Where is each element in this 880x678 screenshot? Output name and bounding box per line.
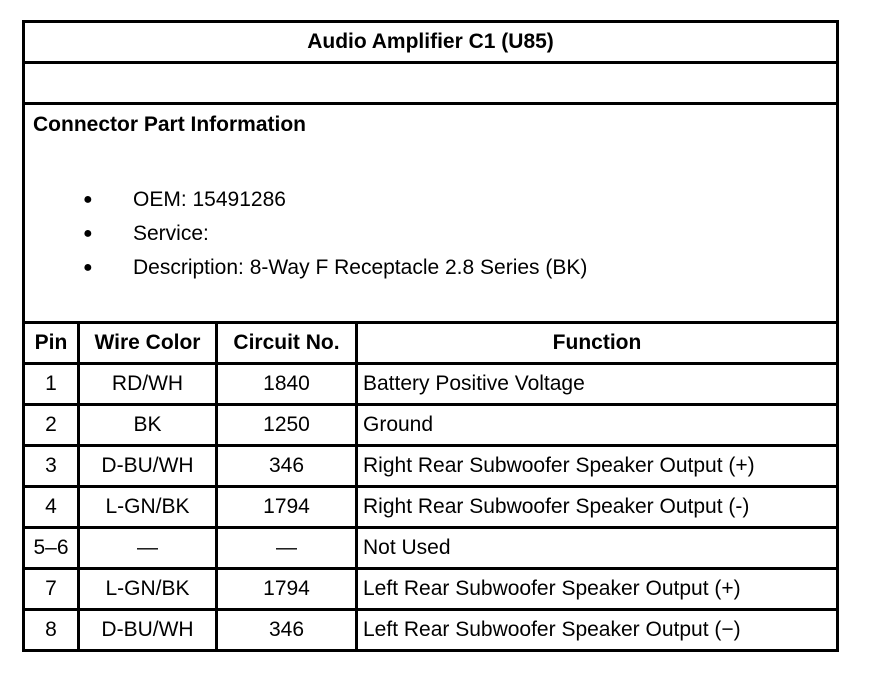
table-row — [24, 487, 838, 528]
table-row — [24, 610, 838, 651]
function-cell: Left Rear Subwoofer Speaker Output (+) — [357, 569, 838, 610]
function-cell: Ground — [357, 405, 838, 446]
function-cell: Left Rear Subwoofer Speaker Output (−) — [357, 610, 838, 651]
wire-color-cell: RD/WH — [79, 364, 217, 405]
connector-info-row — [24, 104, 838, 323]
connector-info-oem: OEM: 15491286 — [133, 188, 286, 211]
bullet-icon: ● — [83, 225, 93, 242]
title-row — [24, 22, 838, 63]
connector-info-list — [25, 183, 836, 285]
header-circuit-no: Circuit No. — [217, 323, 357, 364]
circuit-no-cell: — — [217, 528, 357, 569]
header-function: Function — [357, 323, 838, 364]
table-row — [24, 405, 838, 446]
connector-document — [22, 20, 836, 652]
wire-color-cell: D-BU/WH — [79, 446, 217, 487]
connector-info-item — [25, 251, 836, 285]
function-cell: Not Used — [357, 528, 838, 569]
pin-cell: 3 — [24, 446, 79, 487]
pin-cell: 1 — [24, 364, 79, 405]
connector-info-heading: Connector Part Information — [33, 113, 307, 136]
connector-info-service: Service: — [133, 222, 209, 245]
header-pin: Pin — [24, 323, 79, 364]
wire-color-cell: — — [79, 528, 217, 569]
circuit-no-cell: 1794 — [217, 569, 357, 610]
wire-color-cell: L-GN/BK — [79, 569, 217, 610]
blank-row — [24, 63, 838, 104]
table-row — [24, 364, 838, 405]
table-header-row — [24, 323, 838, 364]
table-row — [24, 528, 838, 569]
function-cell: Battery Positive Voltage — [357, 364, 838, 405]
blank-cell — [24, 63, 838, 104]
pin-cell: 4 — [24, 487, 79, 528]
header-wire-color: Wire Color — [79, 323, 217, 364]
circuit-no-cell: 1840 — [217, 364, 357, 405]
connector-info-description: Description: 8-Way F Receptacle 2.8 Series (BK) — [133, 256, 588, 279]
wire-color-cell: D-BU/WH — [79, 610, 217, 651]
bullet-icon: ● — [83, 191, 93, 208]
table-row — [24, 569, 838, 610]
bullet-icon: ● — [83, 259, 93, 276]
circuit-no-cell: 1250 — [217, 405, 357, 446]
circuit-no-cell: 346 — [217, 610, 357, 651]
function-cell: Right Rear Subwoofer Speaker Output (-) — [357, 487, 838, 528]
table-row — [24, 446, 838, 487]
wire-color-cell: L-GN/BK — [79, 487, 217, 528]
circuit-no-cell: 346 — [217, 446, 357, 487]
pin-cell: 7 — [24, 569, 79, 610]
connector-table — [22, 20, 839, 652]
function-cell: Right Rear Subwoofer Speaker Output (+) — [357, 446, 838, 487]
circuit-no-cell: 1794 — [217, 487, 357, 528]
connector-info-item — [25, 183, 836, 217]
connector-info-item — [25, 217, 836, 251]
pin-cell: 5–6 — [24, 528, 79, 569]
pin-cell: 2 — [24, 405, 79, 446]
connector-info-cell — [24, 104, 838, 323]
pin-cell: 8 — [24, 610, 79, 651]
page-title: Audio Amplifier C1 (U85) — [24, 22, 838, 63]
wire-color-cell: BK — [79, 405, 217, 446]
